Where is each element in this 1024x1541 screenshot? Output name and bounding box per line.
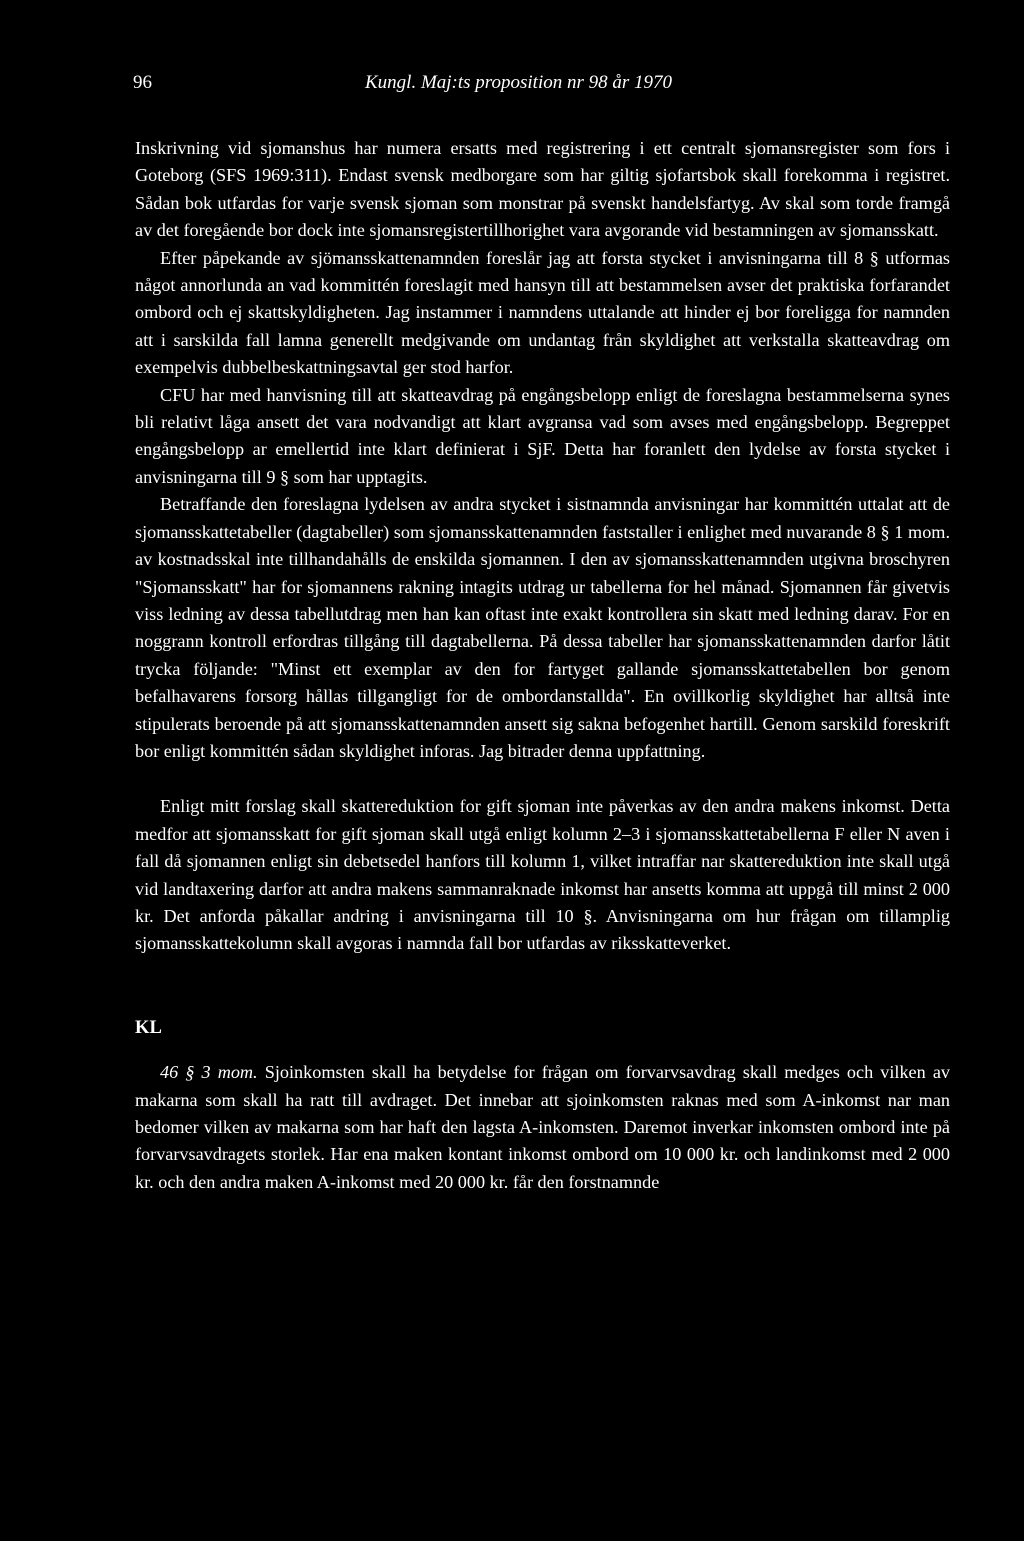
paragraph-section-46	[135, 1059, 950, 1196]
paragraph-tax-reduction: Enligt mitt forslag skall skattereduktion for gift sjoman inte påverkas av den andra makens inkomst. Detta medfor att sjomansskatt for gift sjoman skall utgå enligt kolumn 2–3 i sjomansskattetabellerna F eller N aven i fall då sjomannen enligt sin debetsedel hanfors till kolumn 1, vilket intraffar nar skattereduktion inte skall utgå vid landtaxering darfor att andra makens sammanraknade inkomst har ansetts komma att uppgå till minst 2 000 kr. Det anforda påkallar andring i anvisningarna till 10 §. Anvisningarna om hur frågan om tillamplig sjomansskattekolumn skall avgoras i namnda fall bor utfardas av riksskatteverket.	[135, 796, 950, 954]
section-heading-kl: KL	[135, 1016, 162, 1038]
page-number: 96	[133, 72, 152, 93]
page-header	[133, 72, 953, 102]
running-title: Kungl. Maj:ts proposition nr 98 år 1970	[365, 72, 673, 93]
paragraph-registration: Inskrivning vid sjomanshus har numera ersatts med registrering i ett centralt sjomansregister som fors i Goteborg (SFS 1969:311). Endast svensk medborgare som har giltig sjofartsbok skall forekomma i registret. Sådan bok utfardas for varje svensk sjoman som monstrar på svenskt handelsfartyg. Av skal som torde framgå av det foregående bor dock inte sjomansregistertillhorighet vara avgorande vid bestamningen av sjomansskatt.	[135, 138, 950, 241]
section-text: Sjoinkomsten skall ha betydelse for frågan om forvarvsavdrag skall medges och vilken av makarna som skall ha ratt till avdraget. Det innebar att sjoinkomsten raknas med som A-inkomst nar man bedomer vilken av makarna som har haft den lagsta A-inkomsten. Daremot inverkar inkomsten ombord inte på forvarvsavdragets storlek. Har ena maken kontant inkomst ombord om 10 000 kr. och landinkomst med 2 000 kr. och den andra maken A-inkomst med 20 000 kr. får den forstnamnde	[135, 1062, 950, 1192]
section-reference: 46 § 3 mom.	[160, 1062, 258, 1083]
paragraph-cfu-lump-sum: CFU har med hanvisning till att skatteavdrag på engångsbelopp enligt de foreslagna bestammelserna synes bli relativt låga ansett det vara nodvandigt att klart avgransa vad som avses med engångsbelopp. Begreppet engångsbelopp ar emellertid inte klart definierat i SjF. Detta har foranlett den lydelse av forsta stycket i anvisningarna till 9 § som har upptagits.	[135, 384, 950, 487]
paragraph-tax-tables: Betraffande den foreslagna lydelsen av andra stycket i sistnamnda anvisningar har kommittén uttalat att de sjomansskattetabeller (dagtabeller) som sjomansskattenamnden faststaller i enlighet med nuvarande 8 § 1 mom. av kostnadsskal inte tillhandahålls de enskilda sjomannen. I den av sjomansskattenamnden utgivna broschyren "Sjomansskatt" har for sjomannens rakning intagits utdrag ur tabellerna for hel månad. Sjomannen får givetvis viss ledning av dessa tabellutdrag men han kan oftast inte exakt kontrollera sin skatt med ledning darav. For en noggrann kontroll erfordras tillgång till dagtabellerna. På dessa tabeller har sjomansskattenamnden darfor låtit trycka följande: "Minst ett exemplar av den for fartyget gallande sjomansskattetabellen bor genom befalhavarens forsorg hållas tillgangligt for de ombordanstallda". En ovillkorlig skyldighet har alltså inte stipulerats beroende på att sjomansskattenamnden ansett sig sakna befogenhet hartill. Genom sarskild foreskrift bor enligt kommittén sådan skyldighet inforas. Jag bitrader denna uppfattning.	[135, 494, 950, 761]
document-body	[135, 135, 950, 1196]
paragraph-article-8: Efter påpekande av sjömansskattenamnden foreslår jag att forsta stycket i anvisningarna till 8 § utformas något annorlunda an vad kommittén foreslagit med hansyn till att bestammelsen avser det praktiska forfarandet ombord och ej skattskyldigheten. Jag instammer i namndens uttalande att hinder ej bor foreligga for namnden att i sarskilda fall lamna generellt medgivande om undantag från skyldighet att verkstalla skatteavdrag om exempelvis dubbelbeskattningsavtal ger stod harfor.	[135, 247, 950, 378]
